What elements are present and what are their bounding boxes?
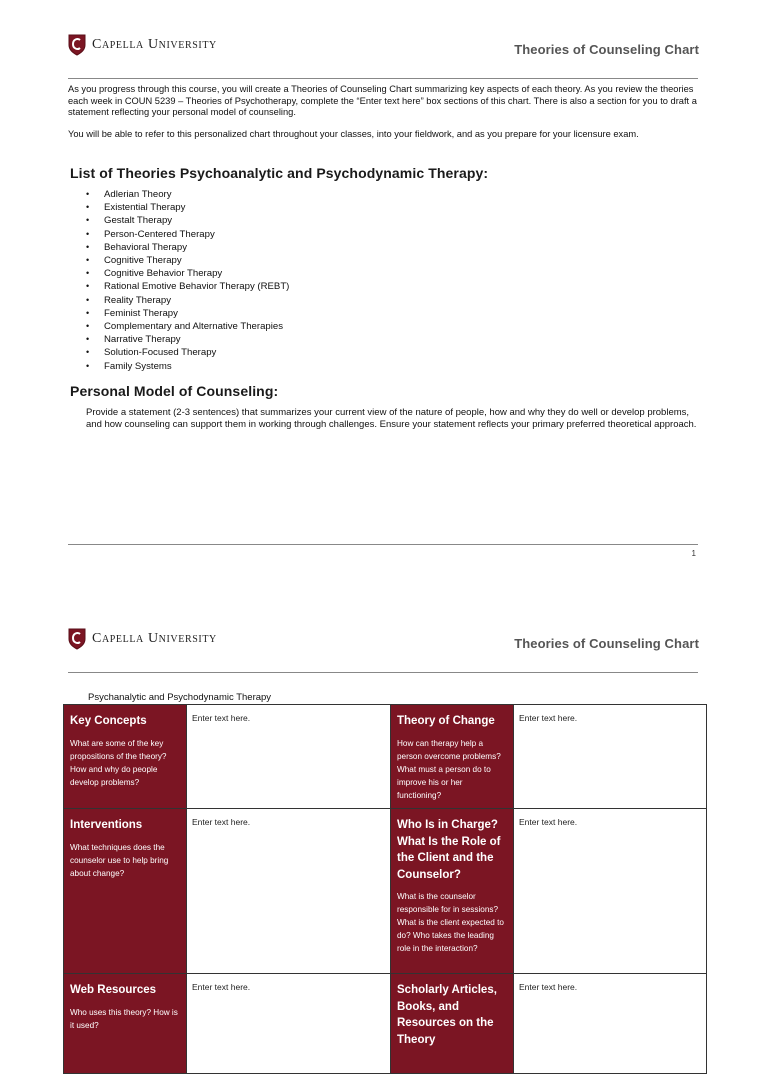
footer-rule [68,544,698,545]
cell-title: Interventions [70,819,143,831]
university-name: Capella University [92,631,217,646]
who-is-in-charge-input[interactable]: Enter text here. [514,809,707,974]
theory-of-change-label [391,705,514,809]
cell-description: How can therapy help a person overcome problems? What must a person do to improve his or her functioning? [397,738,501,800]
list-item: • Solution-Focused Therapy [86,346,289,359]
key-concepts-input[interactable]: Enter text here. [187,705,391,809]
cell-description: What is the counselor responsible for in sessions? What is the client expected to do? Who takes the leading role in the interaction? [397,892,504,953]
cell-title: Who Is in Charge? What Is the Role of the Client and the Counselor? [397,819,501,881]
list-item: • Reality Therapy [86,294,289,307]
theory-chart-table [63,704,707,1074]
list-item: • Gestalt Therapy [86,214,289,227]
scholarly-articles-input[interactable]: Enter text here. [514,974,707,1074]
table-row [64,705,707,809]
document-title: Theories of Counseling Chart [514,42,699,57]
interventions-label [64,809,187,974]
key-concepts-label [64,705,187,809]
cell-description: What are some of the key propositions of the theory? How and why do people develop problems? [70,738,167,787]
theories-list [86,188,289,373]
scholarly-articles-label [391,974,514,1074]
chart-subtitle: Psychanalytic and Psychodynamic Therapy [88,692,272,703]
header-rule [68,672,698,673]
list-item: • Behavioral Therapy [86,241,289,254]
list-item: • Adlerian Theory [86,188,289,201]
document-title: Theories of Counseling Chart [514,636,699,651]
page-number: 1 [691,549,696,558]
theory-of-change-input[interactable]: Enter text here. [514,705,707,809]
list-item: • Person-Centered Therapy [86,228,289,241]
cell-title: Key Concepts [70,715,147,727]
theories-heading: List of Theories Psychoanalytic and Psychodynamic Therapy: [70,165,489,181]
cell-description: Who uses this theory? How is it used? [70,1007,178,1030]
shield-icon [68,34,86,56]
university-name: Capella University [92,37,217,52]
web-resources-input[interactable]: Enter text here. [187,974,391,1074]
list-item: • Feminist Therapy [86,307,289,320]
personal-model-instructions: Provide a statement (2-3 sentences) that summarizes your current view of the nature of people, how and why they do well or develop problems, and how counseling can support them in working through challenges. Ensure your statement reflects your primary preferred theoretical approach. [86,407,697,430]
intro-paragraph-1: As you progress through this course, you will create a Theories of Counseling Chart summarizing key aspects of each theory. As you review the theories each week in COUN 5239 – Theories of Psychotherapy, complete the “Enter text here” box sections of this chart. There is also a section for you to draft a statement reflecting your personal model of counseling. [68,84,697,117]
list-item: • Narrative Therapy [86,333,289,346]
university-logo [68,628,217,650]
cell-description: What techniques does the counselor use to help bring about change? [70,842,169,878]
cell-title: Scholarly Articles, Books, and Resources on the Theory [397,984,497,1046]
list-item: • Complementary and Alternative Therapies [86,320,289,333]
who-is-in-charge-label [391,809,514,974]
university-logo [68,34,217,56]
page-header [68,34,699,66]
personal-model-heading: Personal Model of Counseling: [70,383,279,399]
list-item: • Cognitive Therapy [86,254,289,267]
intro-paragraph-2: You will be able to refer to this personalized chart throughout your classes, into your fieldwork, and as you prepare for your licensure exam. [68,129,639,139]
cell-title: Theory of Change [397,715,495,727]
cell-title: Web Resources [70,984,157,996]
shield-icon [68,628,86,650]
table-row [64,974,707,1074]
list-item: • Cognitive Behavior Therapy [86,267,289,280]
web-resources-label [64,974,187,1074]
page-header [68,628,699,660]
table-row [64,809,707,974]
list-item: • Existential Therapy [86,201,289,214]
header-rule [68,78,698,79]
list-item: • Family Systems [86,360,289,373]
list-item: • Rational Emotive Behavior Therapy (REBT) [86,280,289,293]
interventions-input[interactable]: Enter text here. [187,809,391,974]
